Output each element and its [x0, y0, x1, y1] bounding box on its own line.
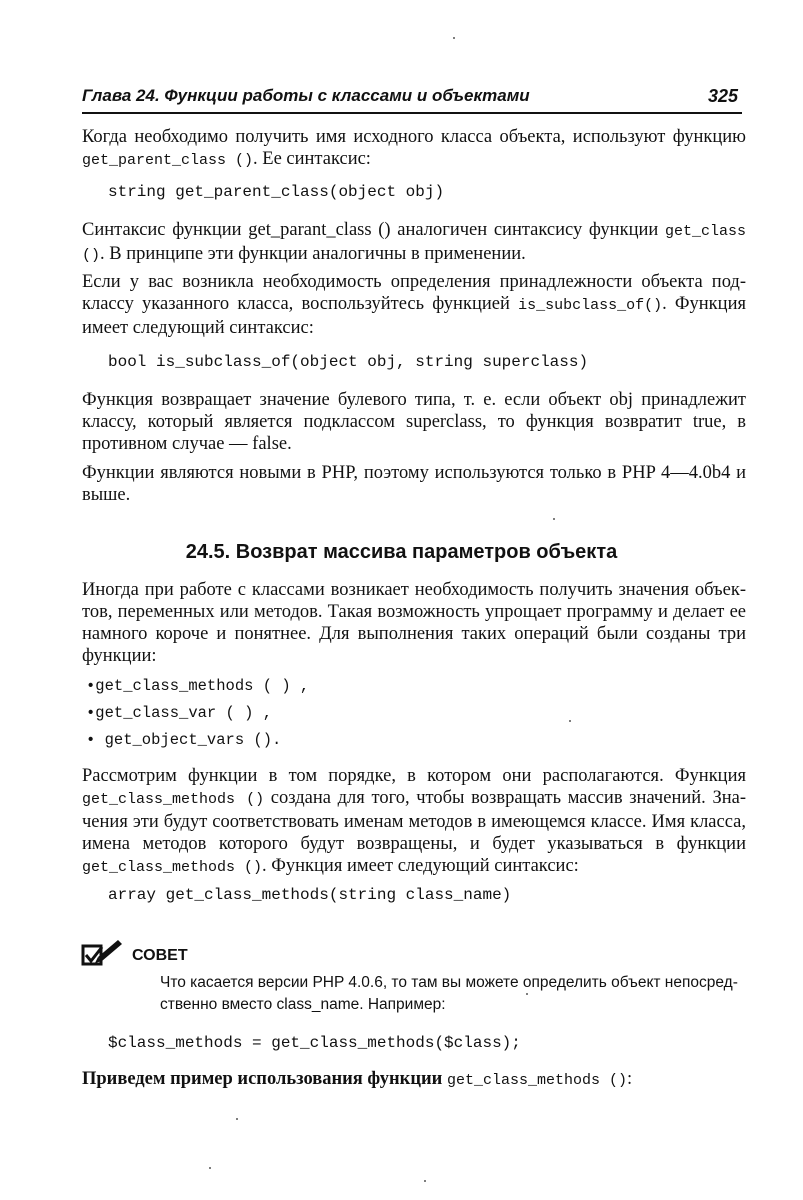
paragraph-bold-text: Приведем пример использования функции — [82, 1069, 443, 1089]
paragraph-get-class — [82, 219, 746, 267]
paragraph-text: . В принципе эти функции аналогичны в применении. — [100, 244, 526, 264]
paragraph-text: Рассмотрим функции в том порядке, в котором они располагаются. Функция — [82, 766, 746, 786]
code-is-subclass-of: bool is_subclass_of(object obj, string superclass) — [108, 353, 589, 371]
chapter-title: Глава 24. Функции работы с классами и объектами — [82, 86, 530, 105]
page-number: 325 — [707, 86, 738, 106]
paragraph-text: . Функция имеет следующий синтаксис: — [82, 294, 746, 338]
scan-speck — [526, 993, 528, 995]
scan-speck — [569, 720, 571, 722]
paragraph-text: . Ее синтаксис: — [253, 149, 371, 169]
scan-speck — [453, 37, 455, 39]
code-class-methods-assign: $class_methods = get_class_methods($class); — [108, 1034, 521, 1052]
inline-code: is_subclass_of() — [518, 297, 663, 314]
paragraph-text: Если у вас возникла необходимость определения принадлежности объекта под-классу указанного класса, воспользуйтесь функцией — [82, 272, 746, 314]
paragraph-text: Когда необходимо получить имя исходного класса объекта, используют функцию — [82, 127, 746, 147]
paragraph-parent-class — [82, 126, 746, 172]
bullet-item: • get_object_vars (). — [86, 731, 282, 749]
inline-code: get_class () — [82, 223, 746, 264]
paragraph-text: Синтаксис функции get_parant_class () аналогичен синтаксису функции — [82, 220, 659, 240]
section-heading: 24.5. Возврат массива параметров объекта — [185, 541, 618, 563]
tip-title: СОВЕТ — [132, 947, 188, 964]
inline-code: get_class_methods () — [82, 859, 263, 876]
scan-speck — [236, 1118, 238, 1120]
scan-speck — [209, 1167, 211, 1169]
bullet-item: •get_class_var ( ) , — [86, 704, 273, 722]
paragraph-class-methods — [82, 765, 746, 879]
code-get-parent-class: string get_parent_class(object obj) — [108, 183, 445, 201]
inline-code: get_class_methods () — [446, 1072, 627, 1089]
paragraph-php-version: Функции являются новыми в PHP, поэтому используются только в PHP 4—4.0b4 и выше. — [82, 463, 746, 505]
paragraph-text: . Функция имеет следующий синтаксис: — [262, 856, 579, 876]
inline-code: get_class_methods () — [82, 791, 265, 808]
paragraph-example-intro — [82, 1068, 746, 1092]
running-header — [82, 84, 742, 114]
paragraph-text: создана для того, чтобы возвращать массив значений. Зна-чения эти будут соответствовать именам методов в имеющемся классе. Имя класса, имена методов которого будут возвращены, и будет указываться в функции — [82, 788, 746, 854]
scan-speck — [424, 1180, 426, 1182]
paragraph-intro-functions: Иногда при работе с классами возникает необходимость получить значения объек-тов, переменных или методов. Такая возможность упрощает программу и делает ее намного короче и понятнее. Для выполнения таких операций были созданы три функции: — [82, 580, 746, 666]
code-get-class-methods: array get_class_methods(string class_name) — [108, 886, 512, 904]
inline-code: get_parent_class () — [82, 152, 254, 169]
bullet-item: •get_class_methods ( ) , — [86, 677, 310, 695]
paragraph-boolean-return: Функция возвращает значение булевого типа, т. е. если объект obj принадлежит классу, который является подклассом superclass, то функция возвратит true, в противном случае — false. — [82, 390, 746, 454]
scan-speck — [553, 518, 555, 520]
paragraph-subclass — [82, 271, 746, 339]
tip-pencil-icon — [80, 937, 124, 967]
paragraph-text: : — [626, 1069, 633, 1089]
tip-text: Что касается версии PHP 4.0.6, то там вы можете определить объект непосред-ственно вместо class_name. Например: — [160, 974, 738, 1013]
